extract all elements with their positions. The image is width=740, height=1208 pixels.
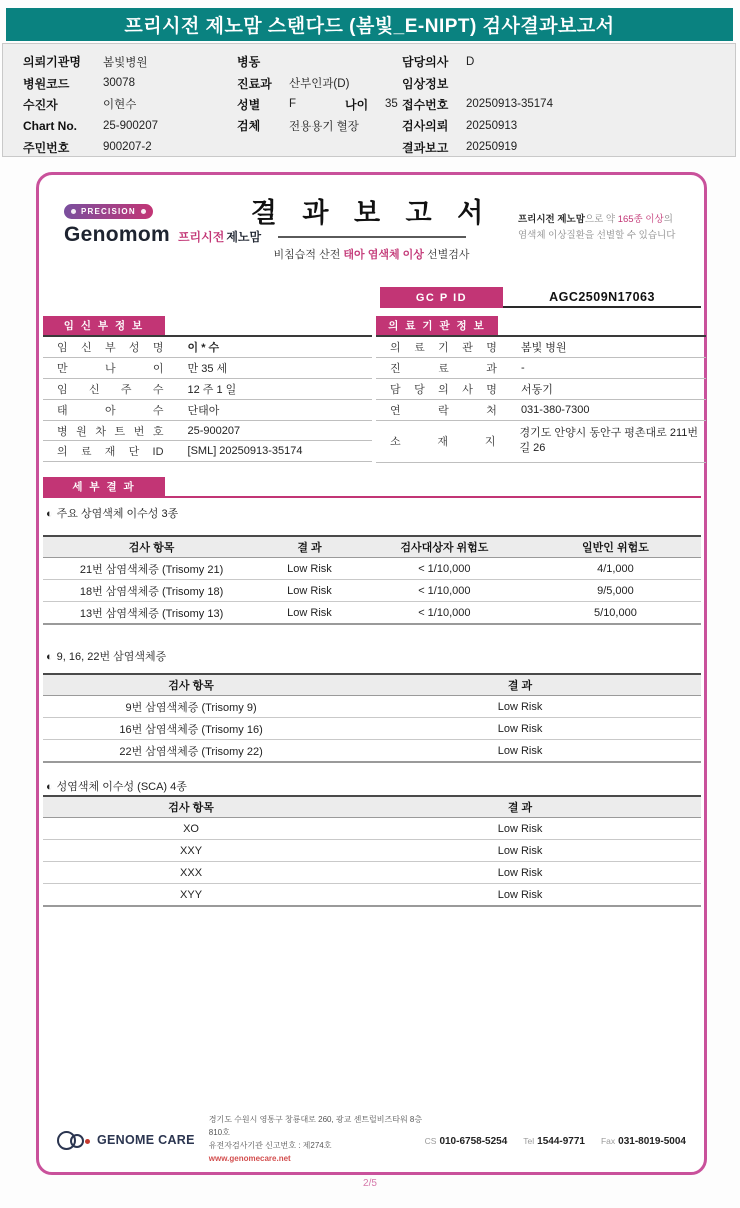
col-header: 결 과 (507, 680, 533, 692)
brand-wordmark: Genomom (64, 223, 170, 246)
field-label: 병원코드 (23, 76, 70, 91)
field-value: 20250913 (466, 119, 518, 132)
test-item: 22번 삼염색체증 (Trisomy 22) (119, 745, 263, 758)
test-item: 18번 삼염색체증 (Trisomy 18) (79, 585, 224, 598)
col-header: 검사 항목 (168, 680, 214, 692)
info-row (23, 115, 158, 136)
row-value: 25-900207 (187, 424, 241, 437)
report-heading-subtitle (39, 246, 704, 262)
info-row (23, 137, 158, 158)
row-value: 12 주 1 일 (187, 383, 237, 396)
section-title-autosome (46, 505, 178, 521)
tagline-line2: 염색체 이상질환을 선별할 수 있습니다 (518, 230, 676, 242)
field-label: 수진자 (23, 97, 58, 112)
test-result: Low Risk (497, 722, 543, 735)
patient-info-col1 (23, 51, 158, 158)
table-header-row (43, 797, 701, 818)
table-row (376, 358, 706, 379)
fax-label: Fax (600, 1136, 616, 1146)
subject-risk: < 1/10,000 (418, 584, 471, 597)
subtitle-prefix: 비침습적 산전 (273, 249, 344, 261)
field-label: 검체 (237, 119, 261, 134)
section-title-text: 9, 16, 22번 삼염색체증 (56, 651, 167, 663)
results-table-trisomy-9-16-22 (43, 673, 701, 763)
test-item: 13번 삼염색체증 (Trisomy 13) (79, 607, 224, 620)
table-row (43, 739, 701, 761)
brand-kr-2: 제노맘 (226, 230, 262, 244)
cs-number: 010-6758-5254 (439, 1136, 508, 1147)
genomecare-logo (57, 1130, 195, 1151)
field-label: 의뢰기관명 (23, 55, 81, 70)
fax-number: 031-8019-5004 (618, 1136, 686, 1147)
results-table-major-trisomy (43, 535, 701, 625)
info-row (237, 115, 398, 136)
cs-label: CS (424, 1136, 437, 1146)
field-label: 접수번호 (402, 97, 449, 112)
info-row (23, 51, 158, 72)
row-value: 서동기 (520, 383, 553, 396)
field-value: 산부인과(D) (289, 78, 350, 91)
table-row (43, 441, 372, 462)
section-header-clinic-info: 의 료 기 관 정 보 (376, 316, 498, 335)
section-title-sca (46, 778, 187, 794)
table-row (376, 379, 706, 400)
test-item: XO (183, 822, 199, 835)
table-row (43, 601, 701, 623)
field-value: 25-900207 (103, 119, 158, 132)
test-item: 21번 삼염색체증 (Trisomy 21) (79, 563, 224, 576)
row-label: 임 신 주 수 (57, 383, 164, 396)
field-label: 나이 (345, 97, 369, 112)
tel-number: 1544-9771 (537, 1136, 585, 1147)
tel-contact (523, 1131, 585, 1149)
genomecare-wordmark: GENOME CARE (97, 1133, 195, 1147)
table-row (376, 337, 706, 358)
table-row (43, 400, 372, 421)
row-value: 만 35 세 (187, 362, 228, 375)
col-header: 검사 항목 (128, 542, 175, 554)
subtitle-suffix: 선별검사 (423, 249, 470, 261)
test-result: Low Risk (497, 744, 543, 757)
table-row (43, 717, 701, 739)
row-label: 병 원 차 트 번 호 (57, 425, 164, 438)
tel-label: Tel (523, 1136, 535, 1146)
population-risk: 9/5,000 (597, 584, 634, 597)
test-item: XXY (180, 844, 203, 857)
info-row (402, 72, 553, 93)
table-row (43, 883, 701, 905)
row-label: 진 료 과 (390, 362, 497, 375)
report-heading-title: 결 과 보 고 서 (250, 198, 493, 228)
test-result: Low Risk (497, 866, 543, 879)
row-label: 만 나 이 (57, 362, 164, 375)
genomecare-logo-icon (57, 1130, 90, 1151)
tagline-highlight: 165종 이상 (617, 214, 664, 225)
half-circle-bullet-icon: ◐ (46, 508, 53, 520)
tagline-bold: 프리시전 제노맘 (518, 214, 585, 225)
field-label: 성별 (237, 97, 261, 112)
section-header-details-row (43, 477, 701, 498)
row-label: 임 신 부 성 명 (57, 341, 164, 354)
row-label: 의 료 기 관 명 (390, 341, 497, 354)
info-row (237, 72, 398, 93)
report-title: 프리시전 제노맘 스탠다드 (봄빛_E-NIPT) 검사결과보고서 (124, 16, 615, 37)
subject-risk: < 1/10,000 (418, 562, 471, 575)
table-header-row (43, 537, 701, 558)
info-row (237, 51, 398, 72)
clinic-info-table (376, 335, 706, 463)
field-label: 병동 (237, 55, 261, 70)
tagline-suffix: 의 (663, 214, 673, 225)
report-title-bar (6, 8, 733, 41)
row-value: [SML] 20250913-35174 (187, 445, 303, 458)
website-link[interactable]: www.genomecare.net (208, 1153, 291, 1163)
results-table-sca (43, 795, 701, 907)
field-label: 담당의사 (402, 55, 449, 70)
section-header-mother-info: 임 신 부 정 보 (43, 316, 165, 335)
row-value: 단태아 (187, 404, 220, 417)
table-row (43, 861, 701, 883)
section-title-text: 주요 상염색체 이수성 3종 (56, 508, 179, 520)
section-header-details: 세 부 결 과 (43, 477, 165, 496)
row-label: 소 재 지 (390, 436, 496, 449)
mother-info-table (43, 335, 372, 462)
col-header: 검사 항목 (168, 802, 214, 814)
table-row (43, 818, 701, 839)
test-item: 16번 삼염색체증 (Trisomy 16) (119, 723, 263, 736)
row-label: 연 락 처 (390, 404, 497, 417)
gcpid-label: GC P ID (380, 287, 503, 308)
table-row (43, 558, 701, 579)
result-report-card (36, 172, 707, 1175)
info-row (402, 51, 553, 72)
table-header-row (43, 675, 701, 696)
table-row (376, 400, 706, 421)
row-value: 031-380-7300 (520, 403, 590, 416)
section-title-trisomy-9-16-22 (46, 648, 166, 664)
row-value: 경기도 안양시 동안구 평촌대로 211번길 26 (519, 427, 698, 455)
test-item: 9번 삼염색체증 (Trisomy 9) (125, 701, 257, 714)
field-value: 20250919 (466, 141, 518, 154)
address-line1: 경기도 수원시 영통구 창룡대로 260, 광교 센트럴비즈타워 8층 810호 (208, 1115, 423, 1138)
field-label: 임상정보 (402, 76, 449, 91)
field-value: D (466, 55, 475, 68)
patient-info-col3 (402, 51, 553, 158)
population-risk: 4/1,000 (597, 562, 634, 575)
fax-contact (601, 1131, 686, 1149)
page-number: 2/5 (363, 1178, 377, 1189)
half-circle-bullet-icon: ◐ (46, 781, 53, 793)
info-row (23, 72, 158, 93)
tagline (518, 212, 690, 244)
patient-info-panel (2, 43, 736, 157)
test-result: Low Risk (287, 584, 332, 597)
cs-contact (425, 1131, 508, 1149)
gcpid-value: AGC2509N17063 (503, 287, 701, 308)
patient-info-col2 (237, 51, 398, 137)
field-value: 35 (385, 98, 398, 111)
field-value: 20250913-35174 (466, 98, 553, 111)
table-row (43, 421, 372, 442)
table-row (43, 379, 372, 400)
field-value: F (289, 98, 297, 111)
test-result: Low Risk (497, 822, 543, 835)
col-header: 일반인 위험도 (582, 542, 649, 554)
field-value: 봄빛병원 (103, 56, 148, 69)
test-result: Low Risk (287, 562, 332, 575)
info-row (402, 137, 553, 158)
table-row (43, 839, 701, 861)
brand-kr-1: 프리시전 (177, 230, 225, 244)
table-row (43, 337, 372, 358)
heading-underline (278, 236, 466, 238)
test-result: Low Risk (497, 888, 543, 901)
table-row (43, 696, 701, 717)
row-value: - (520, 361, 525, 374)
field-value: 900207-2 (103, 141, 152, 154)
table-row (43, 579, 701, 601)
subtitle-highlight: 태아 염색체 이상 (343, 249, 424, 261)
col-header: 결 과 (297, 542, 322, 554)
field-label: 진료과 (237, 76, 272, 91)
info-row (237, 94, 398, 115)
test-result: Low Risk (497, 844, 543, 857)
info-row (402, 115, 553, 136)
test-item: XXX (180, 866, 203, 879)
card-footer (39, 1115, 704, 1163)
row-label: 의 료 재 단 ID (57, 446, 164, 459)
badge-label: PRECISION (81, 207, 136, 216)
test-item: XYY (180, 888, 203, 901)
population-risk: 5/10,000 (594, 606, 637, 619)
field-value: 이현수 (103, 99, 137, 112)
tagline-mid: 으로 약 (584, 214, 618, 225)
info-row (402, 94, 553, 115)
test-result: Low Risk (287, 606, 332, 619)
field-label: Chart No. (23, 118, 77, 133)
test-result: Low Risk (497, 700, 543, 713)
footer-contacts (425, 1131, 686, 1149)
subject-risk: < 1/10,000 (418, 606, 471, 619)
field-value: 전용용기 혈장 (289, 120, 359, 133)
field-value: 30078 (103, 77, 135, 90)
footer-address (209, 1114, 425, 1165)
col-header: 결 과 (507, 802, 533, 814)
row-value: 이 * 수 (187, 341, 220, 354)
gcpid-bar (380, 287, 701, 308)
field-label: 검사의뢰 (402, 119, 449, 134)
half-circle-bullet-icon: ◐ (46, 651, 53, 663)
row-value: 봄빛 병원 (520, 341, 567, 354)
row-label: 태 아 수 (57, 404, 164, 417)
info-row (23, 94, 158, 115)
section-title-text: 성염색체 이수성 (SCA) 4종 (56, 781, 187, 793)
address-line2: 유전자검사기관 신고번호 : 제274호 (208, 1141, 332, 1150)
row-label: 담 당 의 사 명 (390, 383, 497, 396)
field-label: 결과보고 (402, 140, 449, 155)
field-label: 주민번호 (23, 140, 70, 155)
table-row (43, 358, 372, 379)
col-header: 검사대상자 위험도 (400, 542, 489, 554)
table-row (376, 421, 706, 463)
